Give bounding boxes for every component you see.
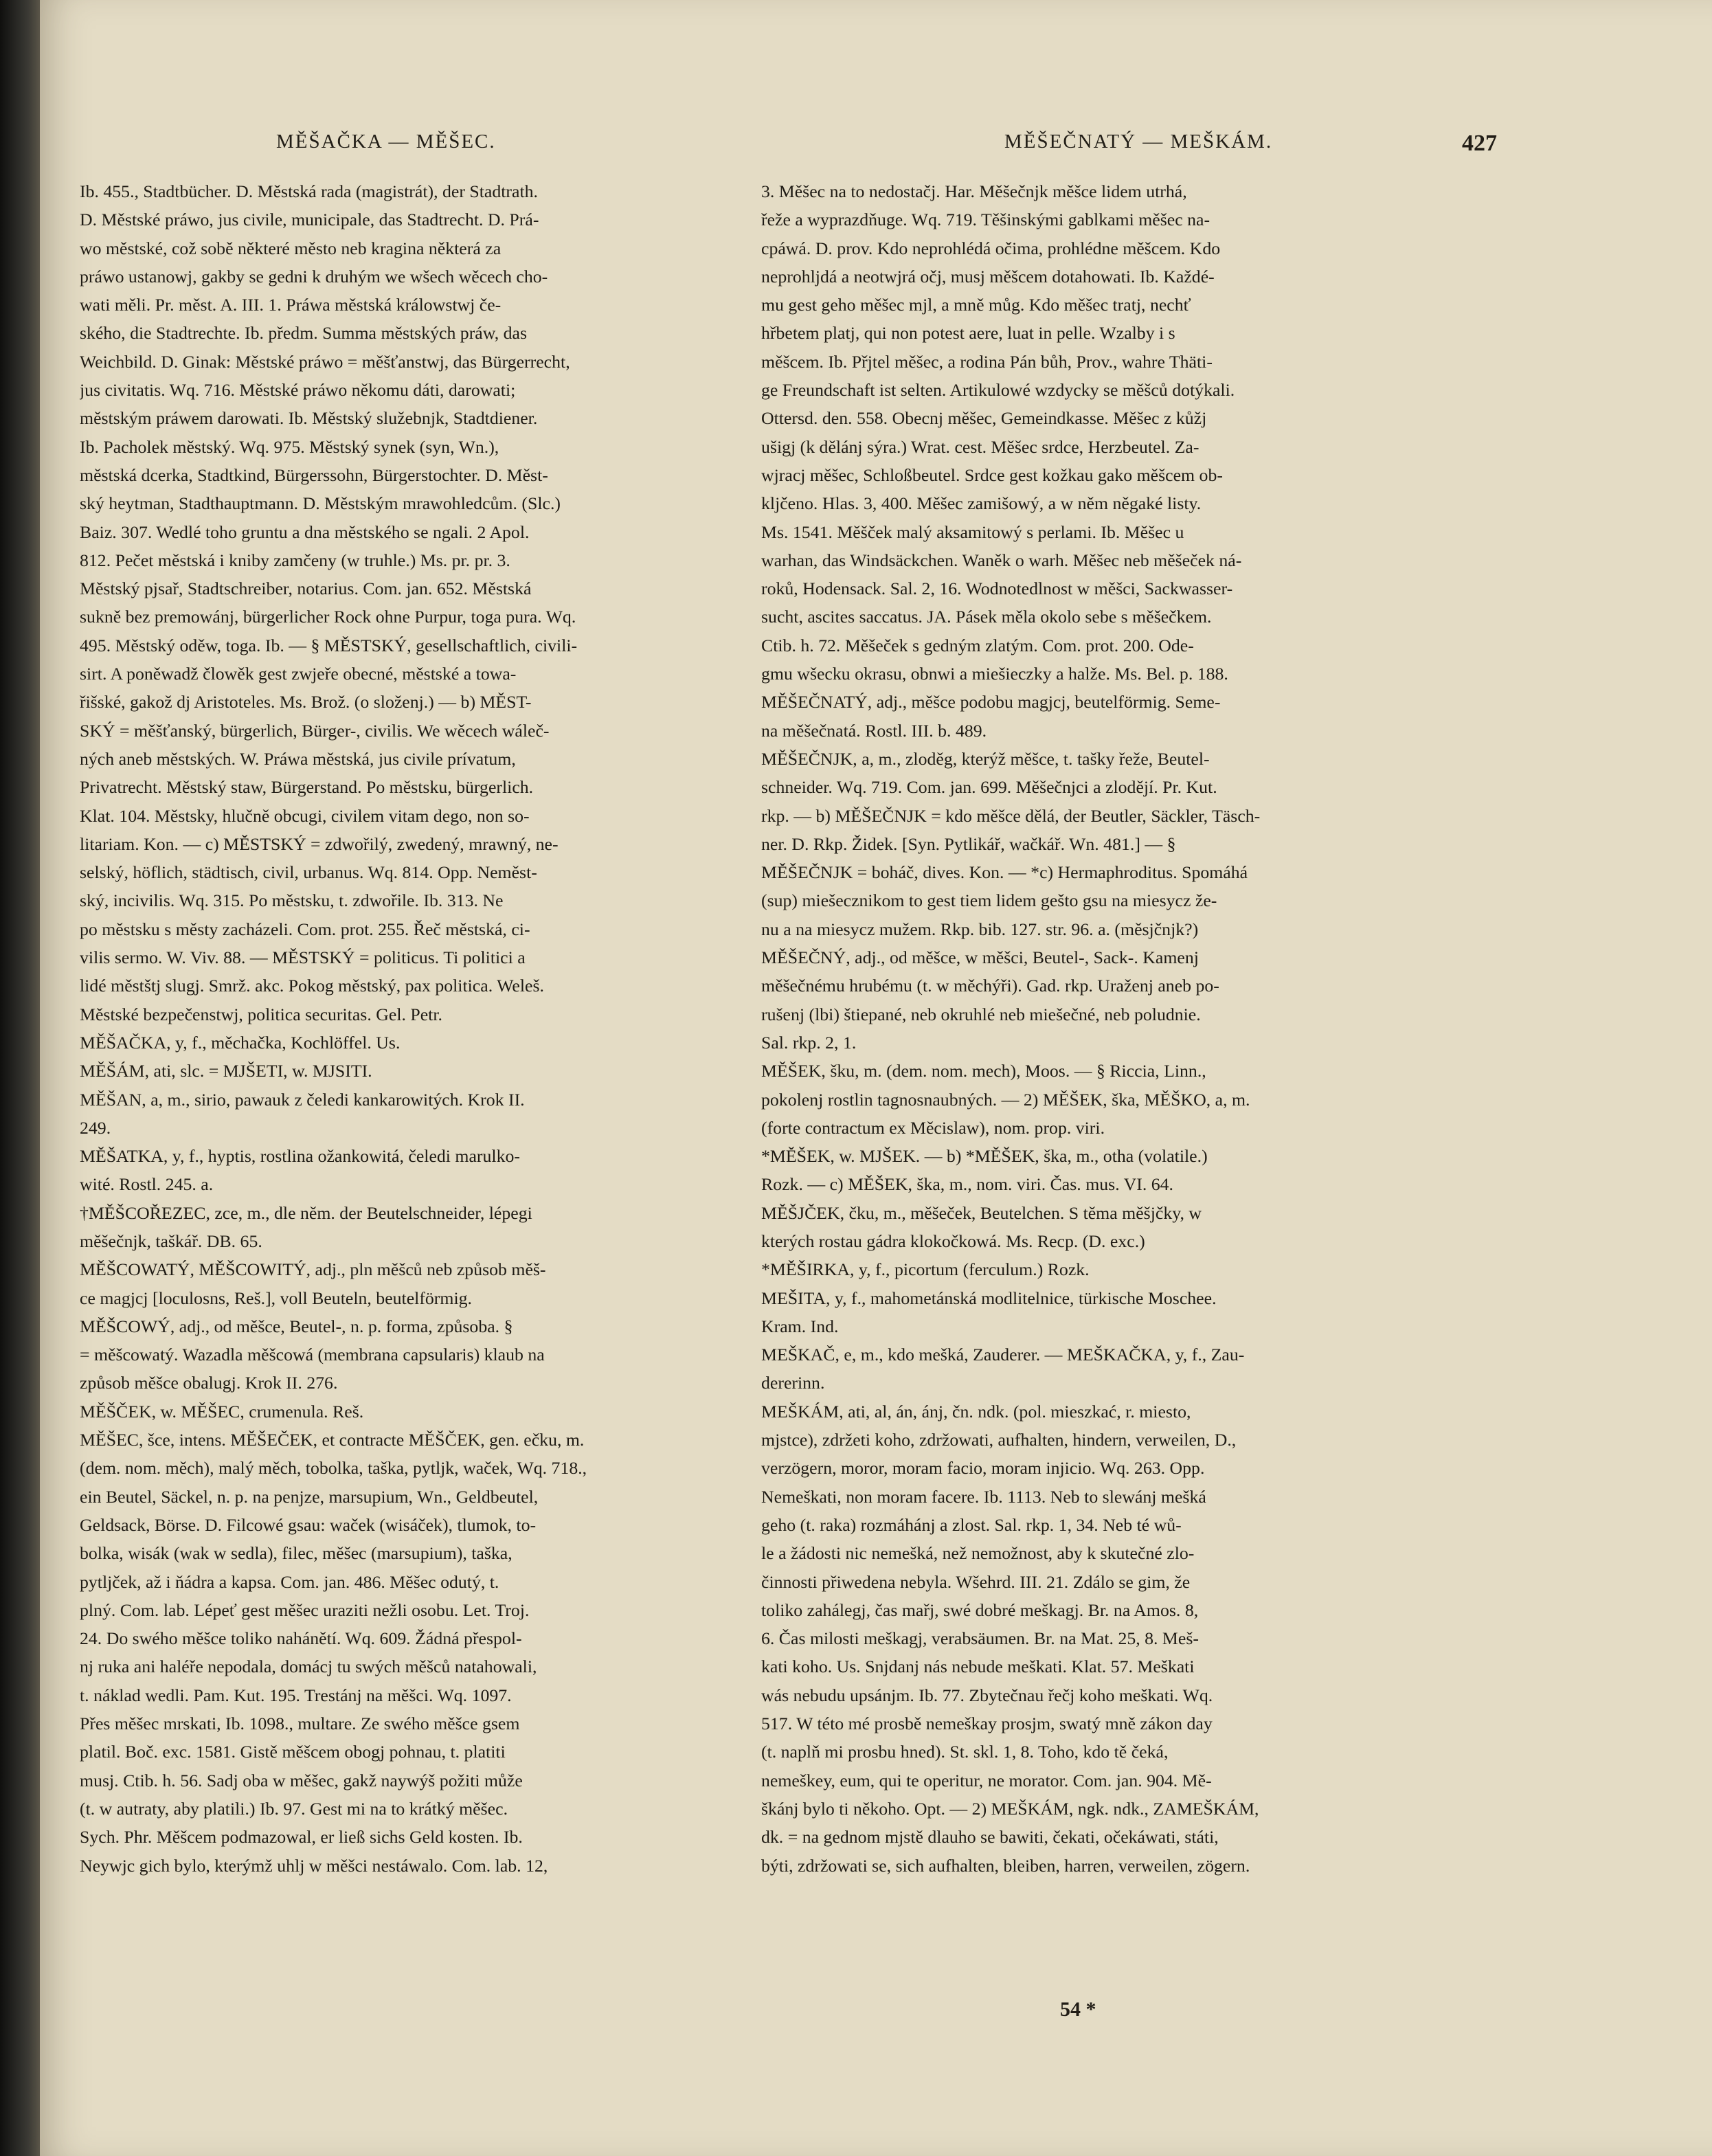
text-line: Přes měšec mrskati, Ib. 1098., multare. Ze swého měšce gsem <box>80 1714 520 1734</box>
text-line: Klat. 104. Městsky, hlučně obcugi, civilem vitam dego, non so- <box>80 805 530 826</box>
text-line: Ib. Pacholek městský. Wq. 975. Městský synek (syn, Wn.), <box>80 436 499 457</box>
text-line: (dem. nom. měch), malý měch, tobolka, taška, pytljk, waček, Wq. 718., <box>80 1458 587 1479</box>
text-line: 249. <box>80 1117 111 1138</box>
text-line: způsob měšce obalugj. Krok II. 276. <box>80 1373 338 1393</box>
text-line: Městské bezpečenstwj, politica securitas. Gel. Petr. <box>80 1004 442 1024</box>
text-line: litariam. Kon. — c) MĚSTSKÝ = zdwořilý, zwedený, mrawný, ne- <box>80 833 559 854</box>
text-line: 24. Do swého měšce toliko nahánětí. Wq. 609. Žádná přespol- <box>80 1628 522 1649</box>
text-line: měšečnému hrubému (t. w měchýři). Gad. rkp. Uraženj aneb po- <box>761 976 1219 996</box>
text-line: dk. = na gednom mjstě dlauho se bawiti, čekati, očekáwati, státi, <box>761 1827 1219 1848</box>
text-line: neprohljdá a neotwjrá očj, musj měšcem dotahowati. Ib. Každé- <box>761 266 1215 287</box>
text-line: ského, die Stadtrechte. Ib. předm. Summa městských práw, das <box>80 323 527 344</box>
text-line: po městsku s městy zacházeli. Com. prot. 255. Řeč městská, ci- <box>80 919 530 939</box>
text-line: Privatrecht. Městský staw, Bürgerstand. Po městsku, bürgerlich. <box>80 777 534 798</box>
text-line: MĚŠEČNÝ, adj., od měšce, w měšci, Beutel-, Sack-. Kamenj <box>761 947 1199 968</box>
text-line: Městský pjsař, Stadtschreiber, notarius. Com. jan. 652. Městská <box>80 579 532 599</box>
text-line: MĚŠEČNJK = boháč, dives. Kon. — *c) Hermaphroditus. Spomáhá <box>761 862 1248 883</box>
text-line: wjracj měšec, Schloßbeutel. Srdce gest kožkau gako měšcem ob- <box>761 464 1223 485</box>
text-line: MĚŠCOWÝ, adj., od měšce, Beutel-, n. p. forma, způsoba. § <box>80 1316 513 1336</box>
text-line: městská dcerka, Stadtkind, Bürgerssohn, Bürgerstochter. D. Měst- <box>80 464 548 485</box>
text-line: MEŠITA, y, f., mahometánská modlitelnice, türkische Moschee. <box>761 1288 1217 1308</box>
text-line: Weichbild. D. Ginak: Městské práwo = měšťanstwj, das Bürgerrecht, <box>80 351 570 372</box>
text-line: warhan, das Windsäckchen. Waněk o warh. Měšec neb měšeček ná- <box>761 550 1242 570</box>
text-line: wo městské, což sobě některé město neb kragina některá za <box>80 238 502 258</box>
left-text-column <box>80 177 761 1880</box>
text-line: Nemeškati, non moram facere. Ib. 1113. Neb to slewánj mešká <box>761 1486 1206 1507</box>
text-line: †MĚŠCOŘEZEC, zce, m., dle něm. der Beutelschneider, lépegi <box>80 1202 532 1223</box>
text-line: hřbetem platj, qui non potest aere, luat in pelle. Wzalby i s <box>761 323 1175 344</box>
text-line: kterých rostau gádra klokočkowá. Ms. Recp. (D. exc.) <box>761 1231 1145 1251</box>
text-line: t. náklad wedli. Pam. Kut. 195. Trestánj na měšci. Wq. 1097. <box>80 1685 512 1705</box>
text-line: platil. Boč. exc. 1581. Gistě měšcem obogj pohnau, t. platiti <box>80 1742 506 1762</box>
text-line: MĚŠEK, šku, m. (dem. nom. mech), Moos. — § Riccia, Linn., <box>761 1061 1206 1081</box>
text-line: měšečnjk, taškář. DB. 65. <box>80 1231 262 1251</box>
text-line: MĚŠAN, a, m., sirio, pawauk z čeledi kankarowitých. Krok II. <box>80 1089 525 1110</box>
text-line: pytljček, až i ňádra a kapsa. Com. jan. 486. Měšec odutý, t. <box>80 1571 499 1592</box>
text-line: roků, Hodensack. Sal. 2, 16. Wodnotedlnost w měšci, Sackwasser- <box>761 579 1233 599</box>
text-line: Ctib. h. 72. Měšeček s gedným zlatým. Com. prot. 200. Ode- <box>761 635 1194 655</box>
text-line: plný. Com. lab. Lépeť gest měšec uraziti nežli osobu. Let. Troj. <box>80 1599 530 1620</box>
text-line: ner. D. Rkp. Židek. [Syn. Pytlikář, wačkář. Wn. 481.] — § <box>761 833 1176 854</box>
text-line: měšcem. Ib. Přjtel měšec, a rodina Pán bůh, Prov., wahre Thäti- <box>761 351 1213 372</box>
text-line: kljčeno. Hlas. 3, 400. Měšec zamišowý, a w něm něgaké listy. <box>761 493 1202 514</box>
text-line: lidé městštj slugj. Smrž. akc. Pokog městský, pax politica. Weleš. <box>80 976 544 996</box>
text-line: MĚŠEC, šce, intens. MĚŠEČEK, et contracte MĚŠČEK, gen. ečku, m. <box>80 1430 585 1450</box>
text-line: sirt. A poněwadž člowěk gest zwjeře obecné, městské a towa- <box>80 664 517 684</box>
text-line: vilis sermo. W. Viv. 88. — MĚSTSKÝ = politicus. Ti politici a <box>80 947 526 968</box>
text-line: *MĚŠEK, w. MJŠEK. — b) *MĚŠEK, ška, m., otha (volatile.) <box>761 1146 1208 1167</box>
text-line: sukně bez premowánj, bürgerlicher Rock ohne Purpur, toga pura. Wq. <box>80 607 576 627</box>
text-line: MĚŠCOWATÝ, MĚŠCOWITÝ, adj., pln měšců neb způsob měš- <box>80 1259 546 1280</box>
text-line: práwo ustanowj, gakby se gedni k druhým we wšech wěcech cho- <box>80 266 548 287</box>
text-line: wité. Rostl. 245. a. <box>80 1174 214 1195</box>
text-line: selský, höflich, städtisch, civil, urbanus. Wq. 814. Opp. Neměst- <box>80 862 537 883</box>
text-line: schneider. Wq. 719. Com. jan. 699. Měšečnjci a zlodějí. Pr. Kut. <box>761 777 1217 798</box>
text-line: rkp. — b) MĚŠEČNJK = kdo měšce dělá, der Beutler, Säckler, Täsch- <box>761 805 1261 826</box>
text-line: MĚŠEČNJK, a, m., zloděg, kterýž měšce, t. tašky řeže, Beutel- <box>761 748 1210 769</box>
text-line: MĚŠEČNATÝ, adj., měšce podobu magjcj, beutelförmig. Seme- <box>761 692 1221 712</box>
text-line: musj. Ctib. h. 56. Sadj oba w měšec, gakž naywýš požiti může <box>80 1770 523 1790</box>
text-line: ných aneb městských. W. Práwa městská, jus civile prívatum, <box>80 748 516 769</box>
text-line: sucht, ascites saccatus. JA. Pásek měla okolo sebe s měšečkem. <box>761 607 1212 627</box>
signature-mark: 54 * <box>1060 1998 1096 2021</box>
book-spine-shadow <box>0 0 40 2156</box>
text-line: geho (t. raka) rozmáhánj a zlost. Sal. rkp. 1, 34. Neb té wů- <box>761 1514 1182 1535</box>
page-number: 427 <box>1462 131 1497 156</box>
text-line: Sal. rkp. 2, 1. <box>761 1032 857 1053</box>
text-line: wás nebudu upsánjm. Ib. 77. Zbytečnau řečj koho meškati. Wq. <box>761 1685 1213 1705</box>
text-line: verzögern, moror, moram facio, moram injicio. Wq. 263. Opp. <box>761 1458 1205 1479</box>
text-line: ein Beutel, Säckel, n. p. na penjze, marsupium, Wn., Geldbeutel, <box>80 1486 539 1507</box>
running-head-right: MĚŠEČNATÝ — MEŠKÁM. <box>1004 131 1273 153</box>
text-line: Rozk. — c) MĚŠEK, ška, m., nom. viri. Čas. mus. VI. 64. <box>761 1174 1173 1195</box>
text-line: Sych. Phr. Měšcem podmazowal, er ließ sichs Geld kosten. Ib. <box>80 1827 523 1848</box>
text-line: gmu wšecku okrasu, obnwi a miešieczky a halže. Ms. Bel. p. 188. <box>761 664 1228 684</box>
text-line: D. Městské práwo, jus civile, municipale, das Stadtrecht. D. Prá- <box>80 210 539 230</box>
text-line: 6. Čas milosti meškagj, verabsäumen. Br. na Mat. 25, 8. Meš- <box>761 1628 1199 1649</box>
right-text-column <box>761 177 1443 1880</box>
text-line: Ms. 1541. Měšček malý aksamitowý s perlami. Ib. Měšec u <box>761 521 1184 542</box>
text-line: *MĚŠIRKA, y, f., picortum (ferculum.) Rozk. <box>761 1259 1090 1280</box>
text-line: činnosti přiwedena nebyla. Wšehrd. III. 21. Zdálo se gim, že <box>761 1571 1191 1592</box>
text-line: nemeškey, eum, qui te operitur, ne morator. Com. jan. 904. Mě- <box>761 1770 1212 1790</box>
text-line: MEŠKAČ, e, m., kdo mešká, Zauderer. — MEŠKAČKA, y, f., Zau- <box>761 1345 1245 1365</box>
text-line: toliko zahálegj, čas mařj, swé dobré meškagj. Br. na Amos. 8, <box>761 1599 1199 1620</box>
text-line: Neywjc gich bylo, kterýmž uhlj w měšci nestáwalo. Com. lab. 12, <box>80 1855 548 1876</box>
text-line: cpáwá. D. prov. Kdo neprohlédá očima, prohlédne měšcem. Kdo <box>761 238 1221 258</box>
text-line: (t. naplň mi prosbu hned). St. skl. 1, 8. Toho, kdo tě čeká, <box>761 1742 1169 1762</box>
text-line: rušenj (lbi) štiepané, neb okruhlé neb miešečné, neb poludnie. <box>761 1004 1201 1024</box>
text-line: 812. Pečet městská i kniby zamčeny (w truhle.) Ms. pr. pr. 3. <box>80 550 510 570</box>
text-line: Ottersd. den. 558. Obecnj měšec, Gemeindkasse. Měšec z kůžj <box>761 408 1207 429</box>
text-line: ce magjcj [loculosns, Reš.], voll Beuteln, beutelförmig. <box>80 1288 472 1308</box>
text-line: = měšcowatý. Wazadla měšcowá (membrana capsularis) klaub na <box>80 1345 545 1365</box>
text-line: 3. Měšec na to nedostačj. Har. Měšečnjk měšce lidem utrhá, <box>761 181 1187 201</box>
text-line: MĚŠÁM, ati, slc. = MJŠETI, w. MJSITI. <box>80 1061 372 1081</box>
text-line: MĚŠČEK, w. MĚŠEC, crumenula. Reš. <box>80 1401 364 1422</box>
text-line: Geldsack, Börse. D. Filcowé gsau: waček (wisáček), tlumok, to- <box>80 1514 537 1535</box>
text-line: škánj bylo ti někoho. Opt. — 2) MEŠKÁM, ngk. ndk., ZAMEŠKÁM, <box>761 1798 1259 1819</box>
text-line: řeže a wyprazdňuge. Wq. 719. Těšinskými gablkami měšec na- <box>761 210 1210 230</box>
text-line: le a žádosti nic nemešká, než nemožnost, aby k skutečné zlo- <box>761 1543 1195 1564</box>
text-line: ský, incivilis. Wq. 315. Po městsku, t. zdwořile. Ib. 313. Ne <box>80 890 504 911</box>
text-line: nj ruka ani haléře nepodala, domácj tu swých měšců natahowali, <box>80 1657 537 1677</box>
text-line: ge Freundschaft ist selten. Artikulowé wzdycky se měšců dotýkali. <box>761 380 1235 401</box>
text-line: MĚŠATKA, y, f., hyptis, rostlina ožankowitá, čeledi marulko- <box>80 1146 520 1167</box>
text-line: (t. w autraty, aby platili.) Ib. 97. Gest mi na to krátký měšec. <box>80 1798 508 1819</box>
text-line: MĚŠJČEK, čku, m., měšeček, Beutelchen. S těma měšjčky, w <box>761 1202 1202 1223</box>
text-line: býti, zdržowati se, sich aufhalten, bleiben, harren, verweilen, zögern. <box>761 1855 1250 1876</box>
text-line: nu a na miesycz mužem. Rkp. bib. 127. str. 96. a. (měsjčnjk?) <box>761 919 1199 939</box>
text-line: řišské, gakož dj Aristoteles. Ms. Brož. (o složenj.) — b) MĚST- <box>80 692 532 712</box>
running-head-left: MĚŠAČKA — MĚŠEC. <box>276 131 496 153</box>
text-line: ušigj (k dělánj sýra.) Wrat. cest. Měšec srdce, Herzbeutel. Za- <box>761 436 1199 457</box>
text-line: MEŠKÁM, ati, al, án, ánj, čn. ndk. (pol. mieszkać, r. miesto, <box>761 1401 1191 1422</box>
text-line: (forte contractum ex Měcislaw), nom. prop. viri. <box>761 1117 1105 1138</box>
text-line: mu gest geho měšec mjl, a mně můg. Kdo měšec tratj, nechť <box>761 295 1191 315</box>
text-line: 495. Městský oděw, toga. Ib. — § MĚSTSKÝ, gesellschaftlich, civili- <box>80 635 578 655</box>
text-line: mjstce), zdržeti koho, zdržowati, aufhalten, hindern, verweilen, D., <box>761 1430 1237 1450</box>
text-line: jus civitatis. Wq. 716. Městské práwo někomu dáti, darowati; <box>80 380 516 401</box>
text-line: Baiz. 307. Wedlé toho gruntu a dna městského se ngali. 2 Apol. <box>80 521 530 542</box>
text-line: 517. W této mé prosbě nemeškay prosjm, swatý mně zákon day <box>761 1714 1213 1734</box>
text-line: bolka, wisák (wak w sedla), filec, měšec (marsupium), taška, <box>80 1543 513 1564</box>
text-line: kati koho. Us. Snjdanj nás nebude meškati. Klat. 57. Meškati <box>761 1657 1195 1677</box>
text-line: (sup) miešecznikom to gest tiem lidem gešto gsu na miesycz že- <box>761 890 1217 911</box>
text-line: Kram. Ind. <box>761 1316 839 1336</box>
text-line: městským práwem darowati. Ib. Městský služebnjk, Stadtdiener. <box>80 408 538 429</box>
text-line: Ib. 455., Stadtbücher. D. Městská rada (magistrát), der Stadtrath. <box>80 181 538 201</box>
text-line: SKÝ = měšťanský, bürgerlich, Bürger-, civilis. We wěcech wáleč- <box>80 720 550 741</box>
text-line: MĚŠAČKA, y, f., měchačka, Kochlöffel. Us. <box>80 1032 401 1053</box>
text-line: ský heytman, Stadthauptmann. D. Městským mrawohledcům. (Slc.) <box>80 493 561 514</box>
text-line: wati měli. Pr. měst. A. III. 1. Práwa městská králowstwj če- <box>80 295 502 315</box>
text-line: pokolenj rostlin tagnosnaubných. — 2) MĚŠEK, ška, MĚŠKO, a, m. <box>761 1089 1250 1110</box>
text-line: na měšečnatá. Rostl. III. b. 489. <box>761 720 987 741</box>
text-line: dererinn. <box>761 1373 825 1393</box>
